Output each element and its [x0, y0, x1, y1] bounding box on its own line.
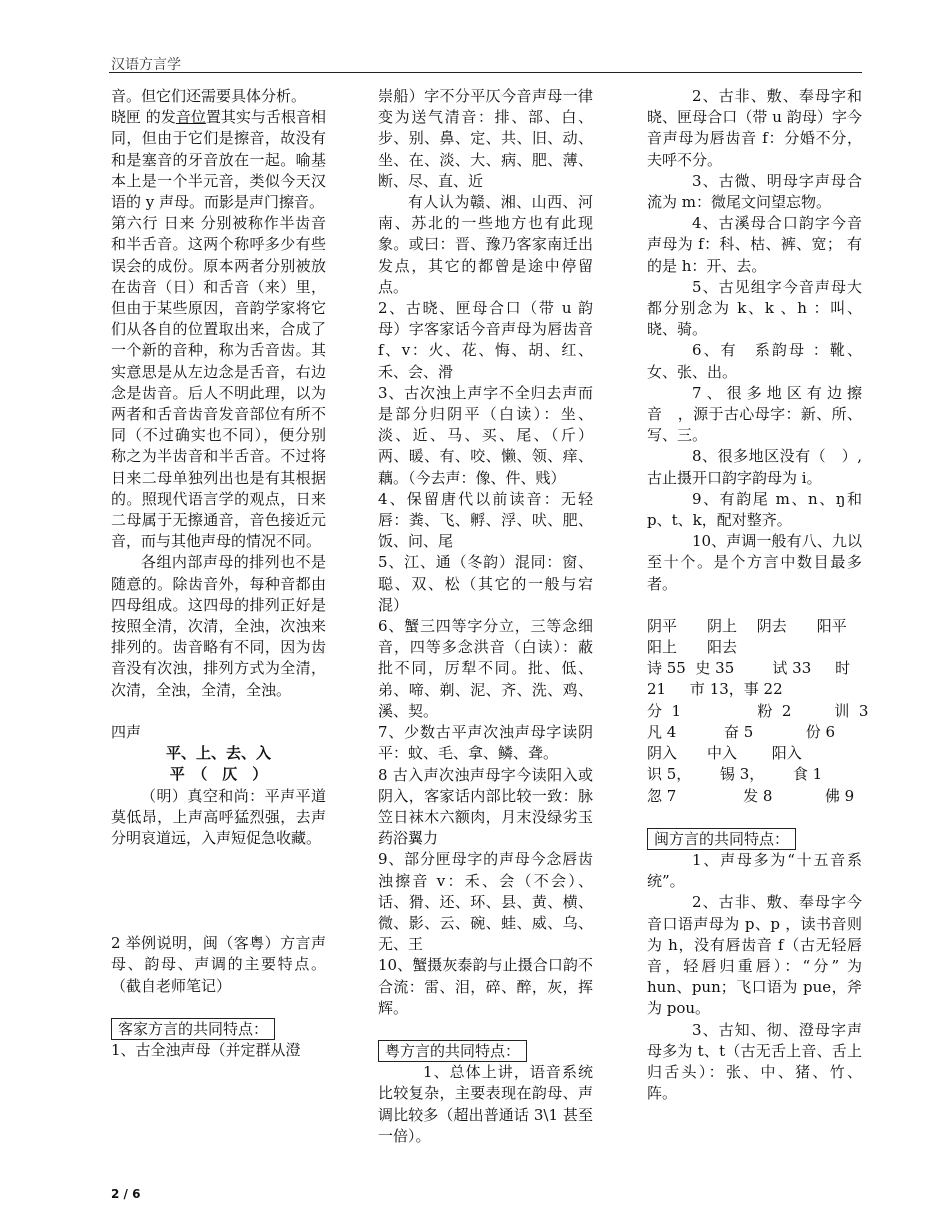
question-2: 2 举例说明，闽（客粤）方言声母、韵母、声调的主要特点。（截自老师笔记）: [111, 934, 326, 995]
yue-point-8: 8、很多地区没有（ ）,古止摄开口韵字韵母为 i。: [647, 447, 862, 487]
yue-point-4: 4、古溪母合口韵字今音声母为 f：科、枯、裤、宽； 有的是 h：开、去。: [647, 214, 862, 275]
tone-row: 诗 55 史 35 试 33 时: [647, 659, 851, 678]
tone-row: 阴入 中入 阳入: [647, 744, 802, 763]
column-3: [647, 86, 869, 1104]
header-rule: [109, 72, 862, 73]
hakka-heading: 客家方言的共同特点：: [111, 1018, 275, 1040]
yue-heading: 粤方言的共同特点：: [378, 1040, 527, 1062]
yue-point-5: 5、古见组字今音声母大都分别念为 k、k 、h ：叫、晓、骑。: [647, 277, 862, 339]
yue-point-2: 2、古非、敷、奉母字和晓、匣母合口（带 u 韵母）字今音声母为唇齿音 f：分婚不分，夫呼不分。: [647, 87, 862, 169]
tones-line: 平、上、去、入: [165, 744, 271, 763]
min-point-2: 2、古非、敷、奉母字今音口语声母为 p、p ，读书音则为 h，没有唇齿音 f（古无轻唇音，轻唇归重唇）：“分” 为 hun、pun；飞口语为 pue，斧为 pou。: [647, 893, 862, 1018]
hakka-point-7: 7、少数古平声次浊声母字读阴平：蚊、毛、拿、鳞、聋。: [378, 723, 593, 763]
tone-row: 阳上 阳去: [647, 638, 738, 657]
hakka-point-1-cont: 崇船）字不分平仄今音声母一律变为送气清音：排、部、白、步、别、鼻、定、共、旧、动、坐、在、淡、大、病、肥、薄、断、尽、直、近: [378, 87, 593, 190]
hakka-point-9: 9、部分匣母字的声母今念唇齿浊擦音 v：禾、会（不会）、话、猾、还、环、县、黄、横、微、影、云、碗、蛙、威、乌、无、王: [378, 850, 593, 954]
poem-quote: （明）真空和尚：平声平道莫低昂，上声高呼猛烈强，去声分明哀道远，入声短促急收藏。: [111, 786, 326, 847]
hakka-point-8: 8 古入声次浊声母字今读阳入或阴入，客家话内部比较一致：脉笠日袜木六额肉，月末没绿劣玉药浴翼力: [378, 765, 593, 848]
hakka-point-1: 1、古全浊声母（并定群从澄: [111, 1040, 301, 1059]
tone-row: 分 1 粉 2 训 3: [647, 701, 869, 720]
yue-point-10: 10、声调一般有八、九以至十个。是个方言中数目最多者。: [647, 532, 862, 593]
hakka-point-3: 3、古次浊上声字不全归去声而是部分归阴平（白读）：坐、淡、近、马、买、尾、（斤）两、暖、有、咬、懒、领、痒、藕。（今去声：像、件、贱）: [378, 383, 593, 487]
section-heading-sishen: 四声: [111, 722, 142, 741]
yue-point-3: 3、古微、明母字声母合流为 m：微尾文问望忘物。: [647, 171, 862, 212]
yue-point-1: 1、总体上讲，语音系统比较复杂，主要表现在韵母、声调比较多（超出普通话 3\1 甚至一倍）。: [378, 1063, 593, 1145]
ping-ze-line: 平 （ 仄 ）: [169, 765, 268, 784]
paragraph-rilai: 第六行 日来 分别被称作半齿音和半舌音。这两个称呼多少有些误会的成份。原本两者分别被放在齿音（日）和舌音（来）里，但由于某些原因，音韵学家将它们从各自的位置取出来，合成了一个新的音种，称为舌音齿。其实意思是从左边念是舌音，右边念是齿音。后人不明此理，以为两者和舌音齿音发音部位有所不同（不过确实也不同），便分别称之为半齿音和半舌音。不过将日来二母单独列出也是有其根据的。照现代语言学的观点，日来二母属于无擦通音，音色接近元音，而与其他声母的情况不同。: [111, 214, 326, 551]
running-header: 汉语方言学: [111, 57, 181, 73]
tone-row: 21 市 13，事 22: [647, 680, 783, 699]
yue-point-7: 7、很多地区有边擦音 ，源于古心母字：新、所、写、三。: [647, 383, 862, 445]
paragraph-order: 各组内部声母的排列也不是随意的。除齿音外，每种音都由四母组成。这四母的排列正好是按照全清，次清，全浊，次浊来排列的。齿音略有不同，因为齿音没有次浊，排列方式为全清，次清，全浊，全清，全浊。: [111, 553, 326, 699]
hakka-point-2: 2、古晓、匣母合口（带 u 韵母）字客家话今音声母为唇齿音 f、v：火、花、悔、胡、红、禾、会、滑: [378, 299, 593, 381]
paragraph: 音。但它们还需要具体分析。: [111, 87, 307, 105]
yue-heading-wrap: [378, 1040, 593, 1062]
hakka-point-10: 10、蟹摄灰泰韵与止摄合口韵不合流：雷、泪，碎、醉，灰，挥辉。: [378, 956, 593, 1017]
yue-point-6: 6、有 系韵母 ：靴、女、张、出。: [647, 341, 862, 381]
hakka-point-5: 5、江、通（冬韵）混同：窗、聪、双、松（其它的一般与宕混）: [378, 553, 593, 614]
min-heading-wrap: [647, 828, 862, 850]
page-number: 2 / 6: [111, 1187, 141, 1201]
tone-row: 忽 7 发 8 佛 9: [647, 786, 855, 805]
paragraph-xiaoxia: 晓匣 的发音位置其实与舌根音相同，但由于它们是擦音，故没有和是塞音的牙音放在一起。喻基本上是一个半元音，类似今天汉语的 y 声母。而影是声门擦音。: [111, 108, 326, 212]
hakka-heading-wrap: [111, 1018, 326, 1040]
hakka-note: 有人认为赣、湘、山西、河南、苏北的一些地方也有此现象。或曰：晋、豫乃客家南迁出发点，其它的都曾是途中停留点。: [378, 193, 593, 296]
underlined-term: 音位: [175, 108, 206, 127]
hakka-point-6: 6、蟹三四等字分立，三等念细音，四等多念洪音（白读）：蔽批不同，厉犁不同。批、低、弟、啼、剃、泥、齐、洗、鸡、溪、契。: [378, 617, 593, 720]
tone-row: 凡 4 奋 5 份 6: [647, 722, 836, 741]
min-point-1: 1、声母多为“十五音系统”。: [647, 850, 862, 891]
column-2: [378, 86, 593, 1147]
tone-row: 识 5， 锡 3， 食 1: [647, 765, 823, 784]
column-1: [111, 86, 326, 1061]
hakka-point-4: 4、保留唐代以前读音：无轻唇：粪、飞、孵、浮、吠、肥、饭、问、尾: [378, 489, 593, 551]
tone-row: 阴平 阴上 阴去 阳平: [647, 616, 847, 635]
min-point-3: 3、古知、彻、澄母字声母多为 t、t（古无舌上音、舌上归舌头）：张、中、猪、竹、阵。: [647, 1020, 862, 1103]
min-heading: 闽方言的共同特点：: [647, 828, 796, 850]
yue-point-9: 9、有韵尾 m、n、ŋ和 p、t、k，配对整齐。: [647, 489, 862, 530]
